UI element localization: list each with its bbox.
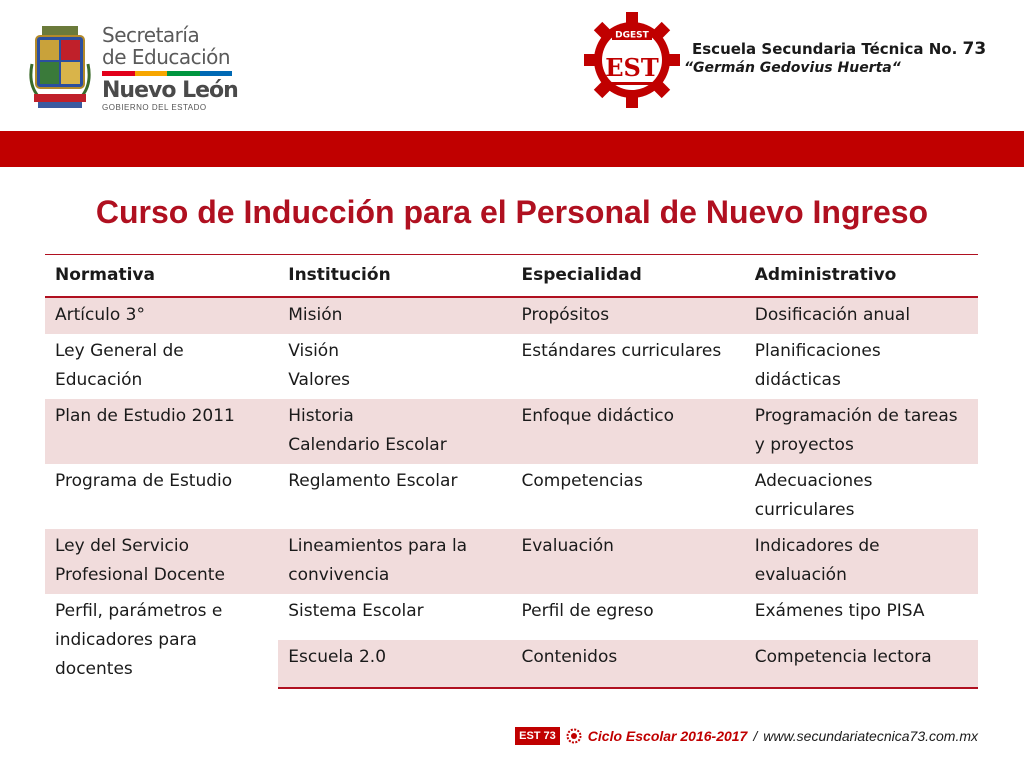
- school-name: Escuela Secundaria Técnica No. 73: [692, 39, 987, 59]
- footer: [515, 724, 978, 748]
- table-row: [45, 297, 978, 334]
- table-cell: Estándares curriculares: [512, 334, 745, 399]
- cell-line: Visión: [288, 340, 339, 361]
- header-administrativo: Administrativo: [745, 255, 978, 297]
- red-header-band: [0, 131, 1024, 167]
- slide-title: Curso de Inducción para el Personal de Nuevo Ingreso: [95, 194, 929, 230]
- table-cell: Exámenes tipo PISA: [745, 594, 978, 640]
- nuevo-leon-shield-icon: [28, 24, 92, 110]
- table-cell: Propósitos: [512, 297, 745, 334]
- secretaria-educacion-logo: [26, 16, 246, 112]
- table-cell: [278, 399, 511, 464]
- school-subtitle: “Germán Gedovius Huerta“: [684, 60, 901, 76]
- table-cell: Evaluación: [512, 529, 745, 594]
- table-cell: Sistema Escolar: [278, 594, 511, 640]
- secretaria-line1: Secretaría: [102, 23, 200, 47]
- table-cell: Perfil de egreso: [512, 594, 745, 640]
- header-normativa: Normativa: [45, 255, 278, 297]
- header-especialidad: Especialidad: [512, 255, 745, 297]
- table-cell: Contenidos: [512, 640, 745, 688]
- cell-line: Historia: [288, 405, 354, 426]
- cell-line: Valores: [288, 369, 351, 390]
- state-name: Nuevo León: [102, 78, 238, 103]
- course-contents-table: [45, 254, 978, 689]
- table-row: [45, 464, 978, 529]
- header-institucion: Institución: [278, 255, 511, 297]
- secretaria-line2: de Educación: [102, 45, 231, 69]
- table-cell: Planificaciones didácticas: [745, 334, 978, 399]
- state-government-label: GOBIERNO DEL ESTADO: [102, 103, 207, 112]
- gear-badge-text: DGEST: [615, 30, 649, 41]
- table-cell: Perfil, parámetros e indicadores para docentes: [45, 594, 278, 688]
- table-cell: Reglamento Escolar: [278, 464, 511, 529]
- school-cycle: Ciclo Escolar 2016-2017: [587, 728, 748, 744]
- small-gear-icon: [566, 728, 582, 744]
- school-number: 73: [962, 39, 987, 59]
- website-link[interactable]: www.secundariatecnica73.com.mx: [763, 728, 978, 744]
- table-cell: Ley del Servicio Profesional Docente: [45, 529, 278, 594]
- table-cell: Adecuaciones curriculares: [745, 464, 978, 529]
- table-cell: Dosificación anual: [745, 297, 978, 334]
- table-cell: Enfoque didáctico: [512, 399, 745, 464]
- table-cell: [278, 334, 511, 399]
- table-cell: Plan de Estudio 2011: [45, 399, 278, 464]
- table-cell: Artículo 3°: [45, 297, 278, 334]
- table-cell: Competencia lectora: [745, 640, 978, 688]
- table-row: [45, 399, 978, 464]
- table-cell: Escuela 2.0: [278, 640, 511, 688]
- table-cell: Ley General de Educación: [45, 334, 278, 399]
- table-row: [45, 529, 978, 594]
- table-cell: Competencias: [512, 464, 745, 529]
- table-cell: Programación de tareas y proyectos: [745, 399, 978, 464]
- table-cell: Misión: [278, 297, 511, 334]
- table-header-row: [45, 255, 978, 297]
- footer-separator: /: [753, 728, 758, 744]
- school-name-block: [684, 39, 992, 77]
- table-row: [45, 334, 978, 399]
- table-cell: Programa de Estudio: [45, 464, 278, 529]
- table-cell: Lineamientos para la convivencia: [278, 529, 511, 594]
- color-stripe: [102, 71, 232, 76]
- cell-line: Calendario Escolar: [288, 434, 447, 455]
- table-row: [45, 594, 978, 640]
- table-cell: Indicadores de evaluación: [745, 529, 978, 594]
- est73-badge: EST 73: [515, 727, 560, 745]
- gear-monogram-text: EST: [605, 53, 659, 82]
- dgest-gear-logo-icon: [582, 10, 682, 110]
